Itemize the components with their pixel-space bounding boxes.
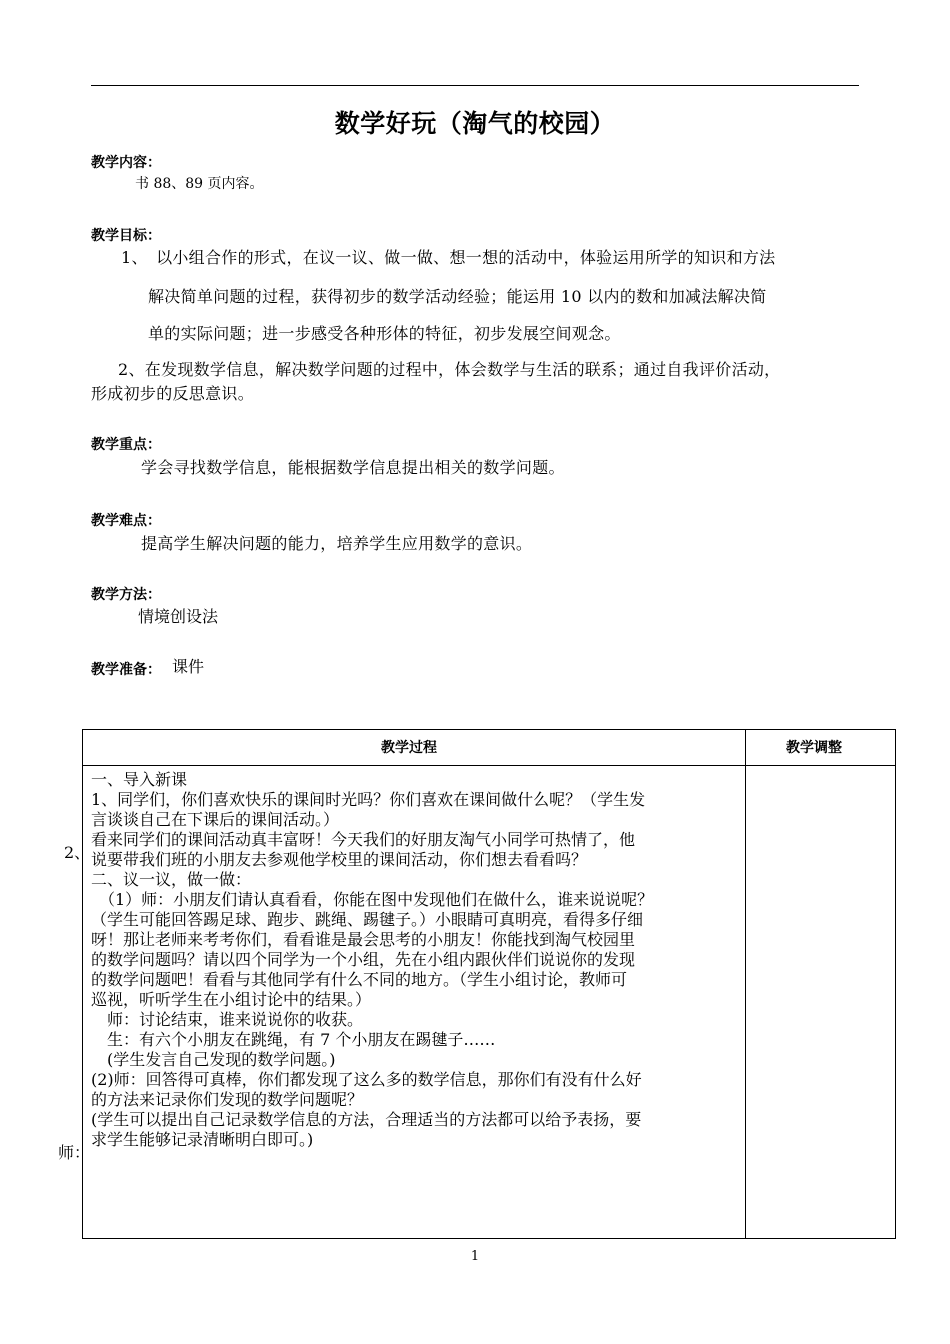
process-line: (学生可以提出自己记录数学信息的方法，合理适当的方法都可以给予表扬，要 [91, 1110, 642, 1129]
process-line: 呀！那让老师来考考你们，看看谁是最会思考的小朋友！你能找到淘气校园里 [91, 930, 636, 949]
process-line: 1、同学们，你们喜欢快乐的课间时光吗？你们喜欢在课间做什么呢？（学生发 [91, 790, 646, 809]
process-line: 说要带我们班的小朋友去参观他学校里的课间活动，你们想去看看吗？ [91, 850, 588, 869]
process-line: 一、导入新课 [91, 770, 188, 789]
process-line: (学生发言自己发现的数学问题。) [91, 1050, 336, 1069]
process-line: 的数学问题吧！看看与其他同学有什么不同的地方。（学生小组讨论，教师可 [91, 970, 628, 989]
teaching-process-table [82, 729, 896, 1239]
method-text: 情境创设法 [138, 607, 219, 626]
process-line: 看来同学们的课间活动真丰富呀！今天我们的好朋友淘气小同学可热情了，他 [91, 830, 636, 849]
goal-1-line-3: 单的实际问题；进一步感受各种形体的特征，初步发展空间观念。 [148, 324, 621, 343]
document-title: 数学好玩（淘气的校园） [334, 109, 616, 138]
header-teaching-adjustment: 教学调整 [786, 740, 842, 756]
difficulty-label: 教学难点： [91, 513, 161, 529]
top-rule [91, 85, 859, 86]
content-text: 书 88、89 页内容。 [135, 176, 264, 192]
goal-1-line-1: 1、 以小组合作的形式，在议一议、做一做、想一想的活动中，体验运用所学的知识和方法 [121, 248, 776, 267]
process-line: 二、议一议，做一做： [91, 870, 252, 889]
goal-2-line-1: 2、在发现数学信息，解决数学问题的过程中，体会数学与生活的联系；通过自我评价活动， [118, 360, 781, 379]
prep-text: 课件 [172, 657, 205, 676]
process-line: 求学生能够记录清晰明白即可。) [91, 1130, 314, 1149]
teaching-process-content [91, 770, 741, 1150]
process-line: （学生可能回答踢足球、跑步、跳绳、踢毽子。）小眼睛可真明亮，看得多仔细 [91, 910, 644, 929]
page-number: 1 [470, 1249, 480, 1264]
process-line: 言谈谈自己在下课后的课间活动。） [91, 810, 340, 829]
header-divider [83, 765, 895, 766]
process-line: 的方法来记录你们发现的数学问题呢？ [91, 1090, 364, 1109]
key-point-label: 教学重点： [91, 437, 161, 453]
method-label: 教学方法： [91, 587, 161, 603]
process-line: (2)师：回答得可真棒，你们都发现了这么多的数学信息，那你们有没有什么好 [91, 1070, 642, 1089]
process-line: （1）师：小朋友们请认真看看，你能在图中发现他们在做什么，谁来说说呢？ [91, 890, 654, 909]
prep-label: 教学准备： [91, 662, 161, 678]
goal-2-line-2: 形成初步的反思意识。 [91, 384, 255, 403]
margin-mark-2: 2、 [64, 843, 91, 862]
difficulty-text: 提高学生解决问题的能力，培养学生应用数学的意识。 [141, 534, 533, 553]
header-teaching-process: 教学过程 [381, 740, 437, 756]
goal-1-line-2: 解决简单问题的过程，获得初步的数学活动经验；能运用 10 以内的数和加减法解决简 [148, 287, 767, 306]
process-line: 巡视，听听学生在小组讨论中的结果。） [91, 990, 372, 1009]
goals-label: 教学目标： [91, 228, 161, 244]
margin-mark-teacher: 师： [58, 1143, 91, 1162]
process-line: 师：讨论结束，谁来说说你的收获。 [91, 1010, 364, 1029]
key-point-text: 学会寻找数学信息，能根据数学信息提出相关的数学问题。 [141, 458, 565, 477]
process-line: 生：有六个小朋友在跳绳，有 7 个小朋友在踢毽子…… [91, 1030, 496, 1049]
column-divider [745, 730, 746, 1238]
process-line: 的数学问题吗？请以四个同学为一个小组，先在小组内跟伙伴们说说你的发现 [91, 950, 636, 969]
content-label: 教学内容： [91, 155, 161, 171]
